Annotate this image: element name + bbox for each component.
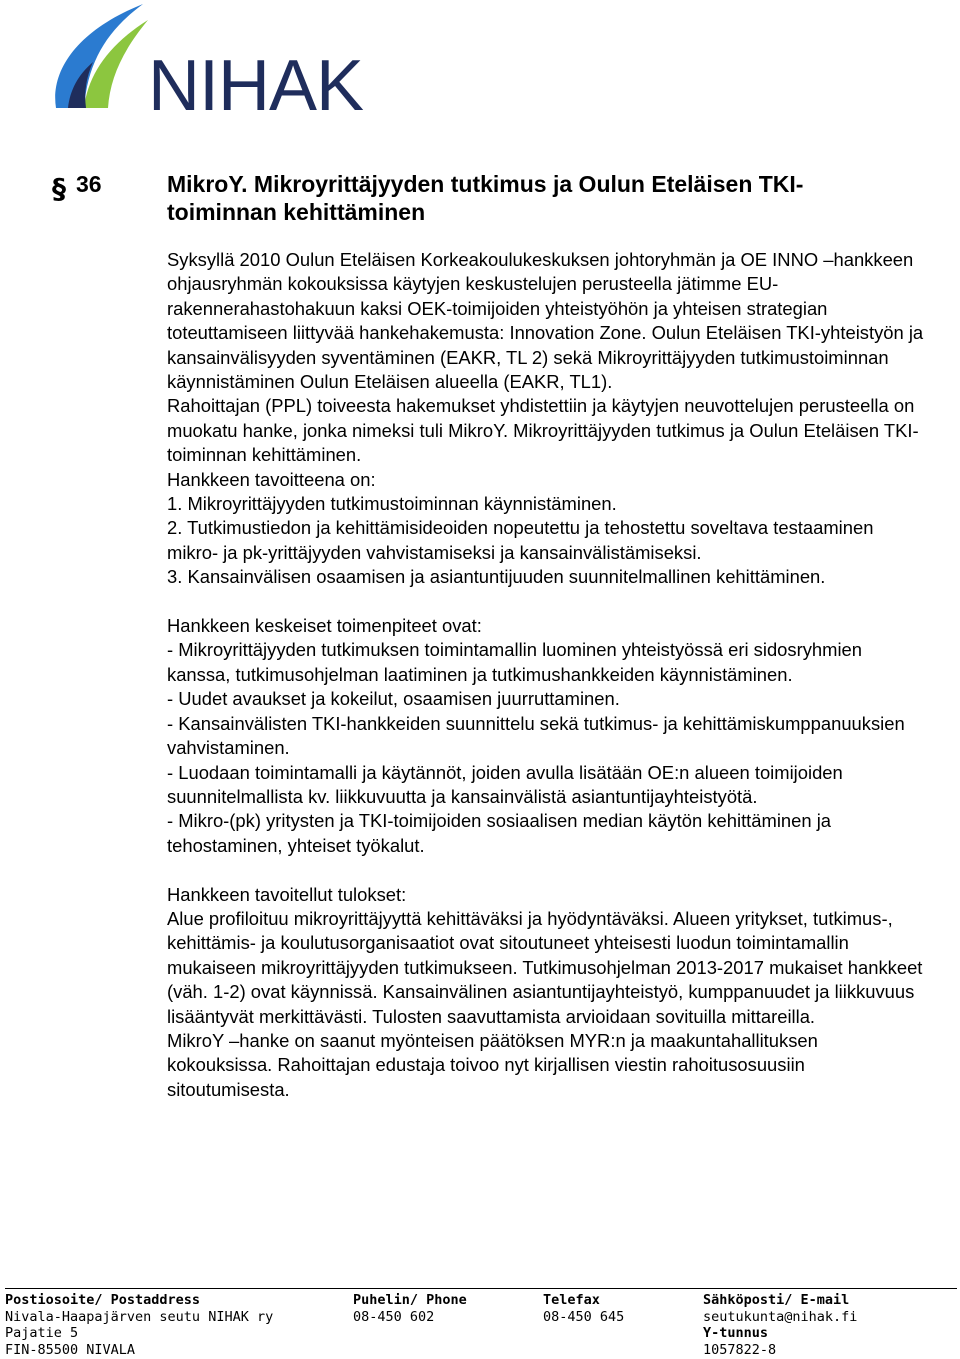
list-item: - Uudet avaukset ja kokeilut, osaamisen juurruttaminen. [167,688,620,710]
logo-wordmark: NIHAK [148,46,364,126]
ytunnus-value: 1057822-8 [703,1341,777,1358]
phone-number: 08-450 602 [353,1308,435,1325]
footer-email [703,1292,857,1358]
document-body [167,248,927,1102]
paragraph: Alue profiloituu mikroyrittäjyyttä kehittäväksi ja hyödyntäväksi. Alueen yritykset, tutkimus-, kehittämis- ja koulutusorganisaatiot ovat sitoutuneet yhteisesti luodun toimintamallin mukaiseen mikroyrittäjyyden tutkimukseen. Tutkimusohjelman 2013-2017 mukaiset hankkeet (väh. 1-2) ovat käynnissä. Kansainvälinen asiantuntijayhteistyö, kumppanuudet ja liikkuvuus lisääntyvät merkittävästi. Tulosten saavuttamista arvioidaan sovituilla mittareilla. [167,907,923,1027]
fax-number: 08-450 645 [543,1308,625,1325]
footer-phone [353,1292,467,1325]
paragraph: Syksyllä 2010 Oulun Eteläisen Korkeakoulukeskuksen johtoryhmän ja OE INNO –hankkeen ohjausryhmän kokouksissa käytyjen keskustelujen perusteella jätimme EU-rakennerahastohakuun kaksi OEK-toimijoiden yhteistyöhön ja yhteisen strategian toteuttamiseen liittyvää hankehakemusta: Innovation Zone. Oulun Eteläisen TKI-yhteistyön ja kansainvälisyyden syventäminen (EAKR, TL 2) sekä Mikroyrittäjyyden tutkimustoiminnan käynnistäminen Oulun Eteläisen alueella (EAKR, TL1). [167,249,924,393]
address-line: Nivala-Haapajärven seutu NIHAK ry [5,1308,274,1325]
spacer [167,858,927,882]
address-label: Postiosoite/ Postaddress [5,1292,201,1308]
spacer [167,590,927,614]
list-item: - Mikroyrittäjyyden tutkimuksen toimintamallin luominen yhteistyössä eri sidosryhmien kanssa, tutkimusohjelman laatiminen ja tutkimushankkeiden käynnistäminen. [167,639,863,685]
section-title: MikroY. Mikroyrittäjyyden tutkimus ja Oulun Eteläisen TKI-toiminnan kehittäminen [167,171,804,225]
paragraph: Hankkeen keskeiset toimenpiteet ovat: [167,615,482,637]
address-line: Pajatie 5 [5,1325,79,1341]
section-number: 36 [76,171,102,197]
email-label: Sähköposti/ E-mail [703,1292,850,1308]
phone-label: Puhelin/ Phone [353,1292,467,1308]
list-item: 2. Tutkimustiedon ja kehittämisideoiden nopeutettu ja tehostettu soveltava testaaminen mikro- ja pk-yrittäjyyden vahvistamiseksi ja kansainvälistämiseksi. [167,517,874,563]
address-line: FIN-85500 NIVALA [5,1341,136,1358]
list-item: - Kansainvälisten TKI-hankkeiden suunnittelu sekä tutkimus- ja kehittämiskumppanuuksien vahvistaminen. [167,712,905,759]
list-item: - Mikro-(pk) yritysten ja TKI-toimijoiden sosiaalisen median käytön kehittäminen ja tehostaminen, yhteiset työkalut. [167,810,832,856]
paragraph: Hankkeen tavoitellut tulokset: [167,883,407,905]
footer-divider [5,1288,957,1289]
list-item: 1. Mikroyrittäjyyden tutkimustoiminnan käynnistäminen. [167,493,617,515]
paragraph: Hankkeen tavoitteena on: [167,468,376,490]
paragraph: MikroY –hanke on saanut myönteisen päätöksen MYR:n ja maakuntahallituksen kokouksissa. Rahoittajan edustaja toivoo nyt kirjallisen viestin rahoitusosuusiin sitoutumisesta. [167,1029,818,1100]
ytunnus-label: Y-tunnus [703,1325,769,1341]
fax-label: Telefax [543,1292,600,1308]
paragraph: Rahoittajan (PPL) toiveesta hakemukset yhdistettiin ja käytyjen neuvottelujen perusteella on muokatu hanke, jonka nimeksi tuli MikroY. Mikroyrittäjyyden tutkimus ja Oulun Eteläisen TKI-toiminnan kehittäminen. [167,395,919,466]
list-item: - Luodaan toimintamalli ja käytännöt, joiden avulla lisätään OE:n alueen toimijoiden suunnitelmallista kv. liikkuvuutta ja kansainvälistä asiantuntijayhteistyötä. [167,761,843,807]
nihak-logo [48,0,364,126]
section-symbol: § [52,172,66,205]
footer-fax [543,1292,624,1325]
list-item: 3. Kansainvälisen osaamisen ja asiantuntijuuden suunnitelmallinen kehittäminen. [167,566,826,588]
email-address: seutukunta@nihak.fi [703,1308,858,1325]
footer-address [5,1292,273,1358]
